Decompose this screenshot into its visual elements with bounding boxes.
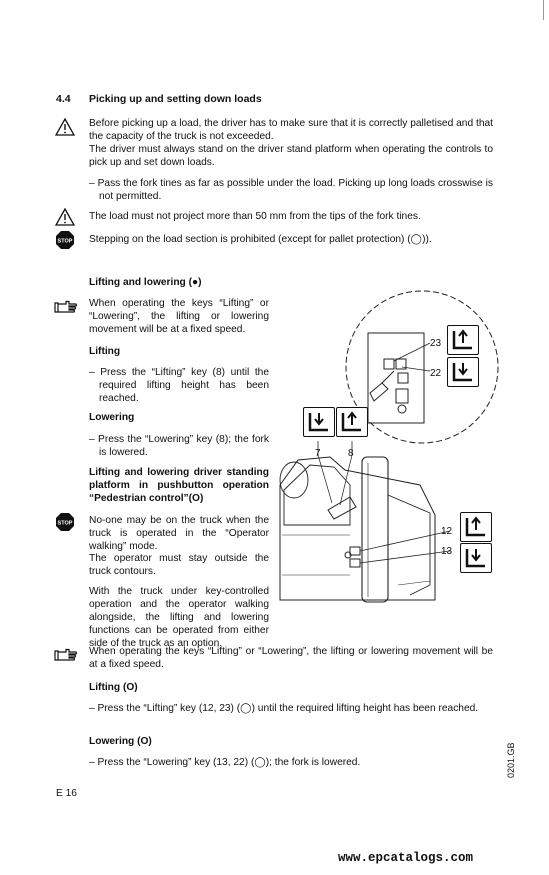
lowering-key-22 <box>447 357 479 387</box>
document-code: 0201.GB <box>506 742 516 778</box>
lowering-o-heading: Lowering (O) <box>89 736 152 747</box>
fixed-speed-note: When operating the keys “Lifting” or “Lowering”, the lifting or lowering movement will be at a fixed speed. <box>89 646 493 670</box>
callout-13: 13 <box>441 546 453 557</box>
lowering-o-step: – Press the “Lowering” key (13, 22) (◯); the fork is lowered. <box>89 757 361 768</box>
platform-stop-text: No-one may be on the truck when the truck is operated in the “Operator walking” mode. <box>89 515 269 552</box>
callout-7: 7 <box>315 448 321 459</box>
lifting-step: – Press the “Lifting” key (8) until the required lifting height has been reached. <box>89 367 269 404</box>
section-number: 4.4 <box>56 93 71 105</box>
lowering-step: – Press the “Lowering” key (8); the fork is lowered. <box>89 434 269 458</box>
warning-triangle-icon <box>55 208 75 226</box>
watermark-url[interactable]: www.epcatalogs.com <box>338 851 474 865</box>
fork-lifting-icon <box>461 513 491 541</box>
fork-lifting-icon <box>337 408 367 436</box>
lifting-key-8 <box>336 407 368 437</box>
margin-line <box>543 0 544 20</box>
platform-paragraph: With the truck under key-controlled operation and the operator walking alongside, the lifting and lowering functions can be operated from either side of the truck as an option. <box>89 586 269 649</box>
fork-lowering-icon <box>304 408 334 436</box>
fork-lowering-icon <box>448 358 478 386</box>
stop-sign-icon <box>55 512 75 532</box>
intro-paragraph-1: Before picking up a load, the driver has to make sure that it is correctly palletised and that the capacity of the truck is not exceeded. <box>89 118 493 142</box>
fork-lifting-icon <box>448 326 478 354</box>
pointing-hand-icon <box>54 300 78 314</box>
callout-23: 23 <box>430 338 442 349</box>
lowering-key-13 <box>460 543 492 573</box>
svg-text:STOP: STOP <box>57 520 73 527</box>
section-title: Picking up and setting down loads <box>89 93 262 105</box>
lowering-key-7 <box>303 407 335 437</box>
lifting-key-23 <box>447 325 479 355</box>
callout-22: 22 <box>430 368 442 379</box>
intro-bullet: – Pass the fork tines as far as possible under the load. Picking up long loads crosswise is not permitted. <box>89 178 493 202</box>
lifting-heading: Lifting <box>89 346 121 357</box>
intro-paragraph-2: The driver must always stand on the driver stand platform when operating the controls to pick up and set down loads. <box>89 144 493 168</box>
callout-8: 8 <box>348 448 354 459</box>
callout-12: 12 <box>441 526 453 537</box>
platform-stop-text-2: The operator must stay outside the truck contours. <box>89 553 269 577</box>
svg-text:STOP: STOP <box>57 238 73 245</box>
lifting-o-step: – Press the “Lifting” key (12, 23) (◯) until the required lifting height has been reached. <box>89 703 479 714</box>
page-number: E 16 <box>56 788 77 799</box>
lifting-lowering-heading: Lifting and lowering (●) <box>89 277 202 288</box>
warning-triangle-icon <box>55 118 75 136</box>
lifting-key-12 <box>460 512 492 542</box>
warning-projection-text: The load must not project more than 50 mm from the tips of the fork tines. <box>89 211 421 222</box>
fork-lowering-icon <box>461 544 491 572</box>
stop-load-section-text: Stepping on the load section is prohibited (except for pallet protection) (◯)). <box>89 234 432 245</box>
pointing-hand-icon <box>54 648 78 662</box>
stop-sign-icon <box>55 230 75 250</box>
platform-heading: Lifting and lowering driver standing platform in pushbutton operation “Pedestrian control”(O) <box>89 467 269 504</box>
lifting-o-heading: Lifting (O) <box>89 682 138 693</box>
lowering-heading: Lowering <box>89 412 135 423</box>
lifting-lowering-note: When operating the keys “Lifting” or “Lowering”, the lifting or lowering movement will be at a fixed speed. <box>89 298 269 335</box>
